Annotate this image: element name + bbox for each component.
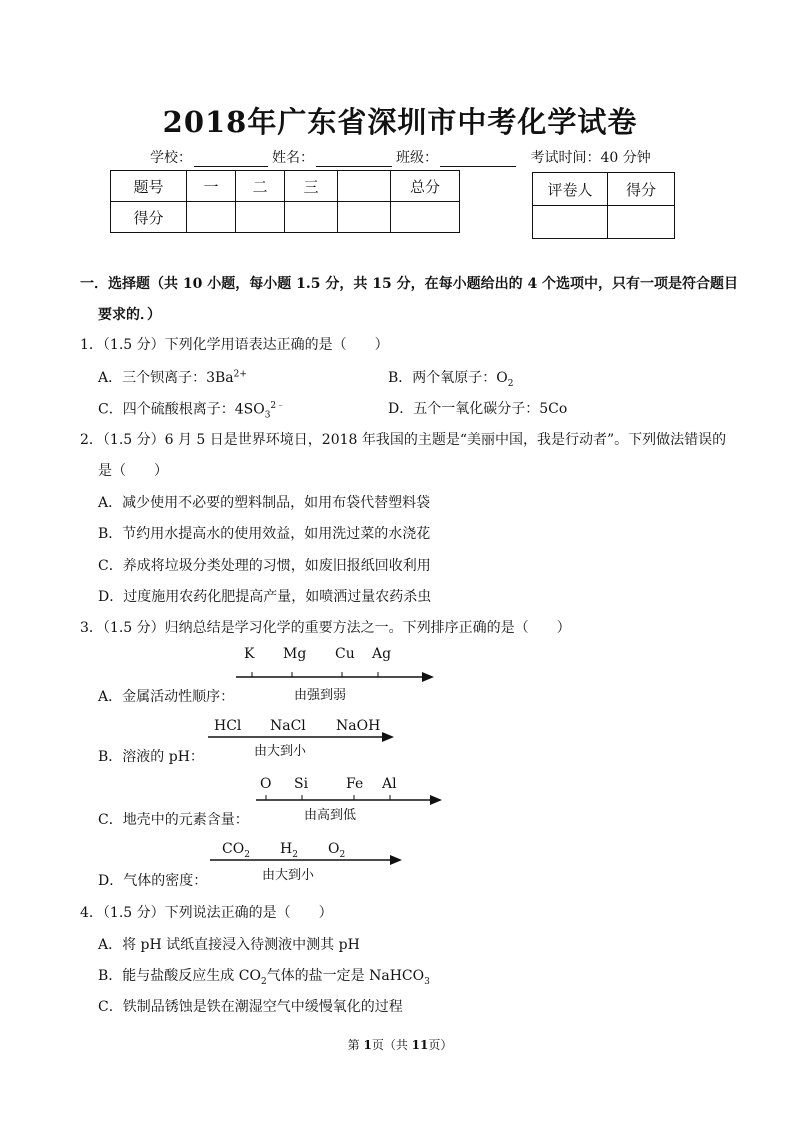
question-4-option-c: C．铁制品锈蚀是铁在潮湿空气中缓慢氧化的过程 [98, 999, 403, 1015]
metal-ag: Ag [372, 646, 392, 662]
score-table [110, 170, 460, 233]
page-footer: 第 1页（共 11页） [347, 1038, 453, 1052]
school-blank [194, 152, 268, 167]
question-1-stem: 1．（1.5 分）下列化学用语表达正确的是（ ） [80, 337, 389, 353]
name-label: 姓名： [272, 150, 314, 166]
grader-table [532, 172, 675, 239]
metal-k: K [244, 646, 255, 662]
score-header-cell: 三 [285, 171, 338, 202]
score-cell [391, 202, 460, 233]
metal-mg: Mg [283, 646, 307, 662]
question-1-option-b: B．两个氧原子：$O_2$ [388, 370, 514, 389]
question-2-option-a: A．减少使用不必要的塑料制品，如用布袋代替塑料袋 [98, 495, 431, 511]
question-3-stem: 3．（1.5 分）归纳总结是学习化学的重要方法之一。下列排序正确的是（ ） [80, 620, 571, 636]
school-label: 学校： [150, 150, 192, 166]
score-cell [338, 202, 391, 233]
metal-cu: Cu [335, 646, 355, 662]
exam-time: 考试时间：40 分钟 [530, 150, 651, 166]
score-header-cell: 二 [236, 171, 285, 202]
grader-header-cell: 得分 [608, 173, 675, 206]
score-header-cell: 题号 [111, 171, 187, 202]
crust-caption: 由高到低 [304, 808, 357, 823]
question-4-option-b: B．能与盐酸反应生成 $CO_2$气体的盐一定是 NaHCO$_3$ [98, 968, 430, 987]
question-2-stem-line1: 2．（1.5 分）6 月 5 日是世界环境日，2018 年我国的主题是“美丽中国，我是行动者”。下列做法错误的 [80, 432, 727, 448]
ph-caption: 由大到小 [254, 744, 307, 759]
score-header-cell: 总分 [391, 171, 460, 202]
element-fe: Fe [346, 776, 364, 792]
class-label: 班级： [396, 150, 438, 166]
score-row-label: 得分 [111, 202, 187, 233]
student-info [150, 147, 651, 167]
density-caption: 由大到小 [262, 868, 315, 883]
score-header-cell: 一 [187, 171, 236, 202]
grader-cell [533, 206, 608, 239]
gas-h2: $H_2$ [280, 841, 298, 860]
question-3-option-a-label: A．金属活动性顺序： [98, 689, 235, 705]
question-2-option-b: B．节约用水提高水的使用效益，如用洗过菜的水浇花 [98, 526, 431, 542]
gas-co2: $CO_2$ [222, 841, 250, 860]
gas-o2: $O_2$ [328, 841, 346, 860]
grader-cell [608, 206, 675, 239]
name-blank [316, 152, 392, 167]
question-2-option-d: D．过度施用农药化肥提高产量，如喷洒过量农药杀虫 [98, 589, 432, 605]
question-2-option-c: C．养成将垃圾分类处理的习惯，如废旧报纸回收利用 [98, 558, 431, 574]
element-si: Si [294, 776, 309, 792]
section-heading-line1: 一．选择题（共 10 小题，每小题 1.5 分，共 15 分，在每小题给出的 4 个选项中，只有一项是符合题目 [80, 276, 739, 292]
section-heading-line2: 要求的．） [98, 307, 161, 323]
element-al: Al [382, 776, 397, 792]
class-blank [440, 152, 516, 167]
score-cell [187, 202, 236, 233]
score-cell [236, 202, 285, 233]
activity-caption: 由强到弱 [294, 688, 347, 703]
question-1-option-a: A．三个钡离子：$3Ba^{2+}$ [98, 369, 247, 386]
question-4-option-a: A．将 pH 试纸直接浸入待测液中测其 pH [98, 937, 360, 953]
solution-hcl: HCl [214, 718, 242, 734]
activity-arrow [236, 670, 436, 684]
page-title: 2018年广东省深圳市中考化学试卷 [162, 105, 638, 139]
question-1-option-d: D．五个一氧化碳分子：5Co [388, 401, 568, 417]
score-header-cell [338, 171, 391, 202]
question-2-stem-line2: 是（ ） [98, 463, 168, 479]
question-3-option-d-label: D．气体的密度： [98, 873, 208, 889]
question-4-stem: 4．（1.5 分）下列说法正确的是（ ） [80, 905, 333, 921]
solution-nacl: NaCl [270, 718, 306, 734]
question-3-option-b-label: B．溶液的 pH： [98, 749, 204, 765]
score-cell [285, 202, 338, 233]
question-1-option-c: C．四个硫酸根离子：$4SO_3^{2﹣}$ [98, 401, 286, 421]
question-3-option-c-label: C．地壳中的元素含量： [98, 812, 249, 828]
grader-header-cell: 评卷人 [533, 173, 608, 206]
solution-naoh: NaOH [336, 718, 381, 734]
element-o: O [260, 776, 272, 792]
